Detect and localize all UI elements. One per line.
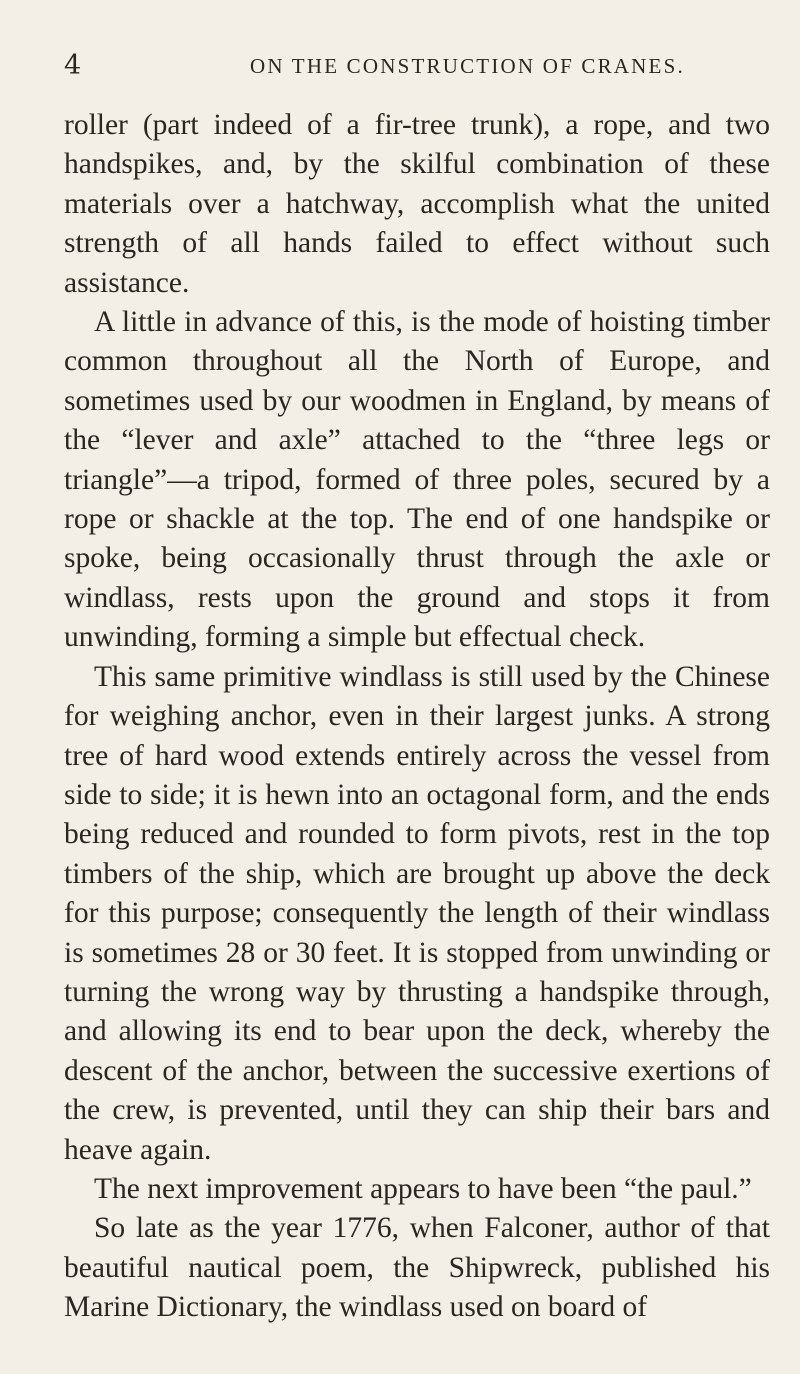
paragraph: So late as the year 1776, when Falconer, author of that beautiful nautical poem, the Shipwreck, published his Marine Dictionary, the windlass used on board of xyxy=(64,1212,770,1324)
page-header xyxy=(60,50,780,86)
body-text xyxy=(64,106,770,1328)
paragraph-continued: roller (part indeed of a fir-tree trunk), a rope, and two handspikes, and, by the skilful combination of these materials over a hatchway, accomplish what the united strength of all hands failed to effect without such assistance. xyxy=(64,109,770,299)
paragraph: This same primitive windlass is still used by the Chinese for weighing anchor, even in their largest junks. A strong tree of hard wood extends entirely across the vessel from side to side; it is hewn into an octagonal form, and the ends being reduced and rounded to form pivots, rest in the top timbers of the ship, which are brought up above the deck for this purpose; consequently the length of their windlass is sometimes 28 or 30 feet. It is stopped from unwinding or turning the wrong way by thrusting a handspike through, and allowing its end to bear upon the deck, whereby the descent of the anchor, between the successive exertions of the crew, is prevented, until they can ship their bars and heave again. xyxy=(64,660,770,1166)
paragraph: A little in advance of this, is the mode of hoisting timber common throughout all the North of Europe, and sometimes used by our woodmen in England, by means of the “lever and axle” attached to the “three legs or triangle”—a tripod, formed of three poles, secured by a rope or shackle at the top. The end of one handspike or spoke, being occasionally thrust through the axle or windlass, rests upon the ground and stops it from unwinding, forming a simple but effectual check. xyxy=(64,306,770,654)
paragraph: The next improvement appears to have been “the paul.” xyxy=(94,1172,752,1205)
running-head: ON THE CONSTRUCTION OF CRANES. xyxy=(250,54,685,78)
page-number: 4 xyxy=(64,50,82,81)
